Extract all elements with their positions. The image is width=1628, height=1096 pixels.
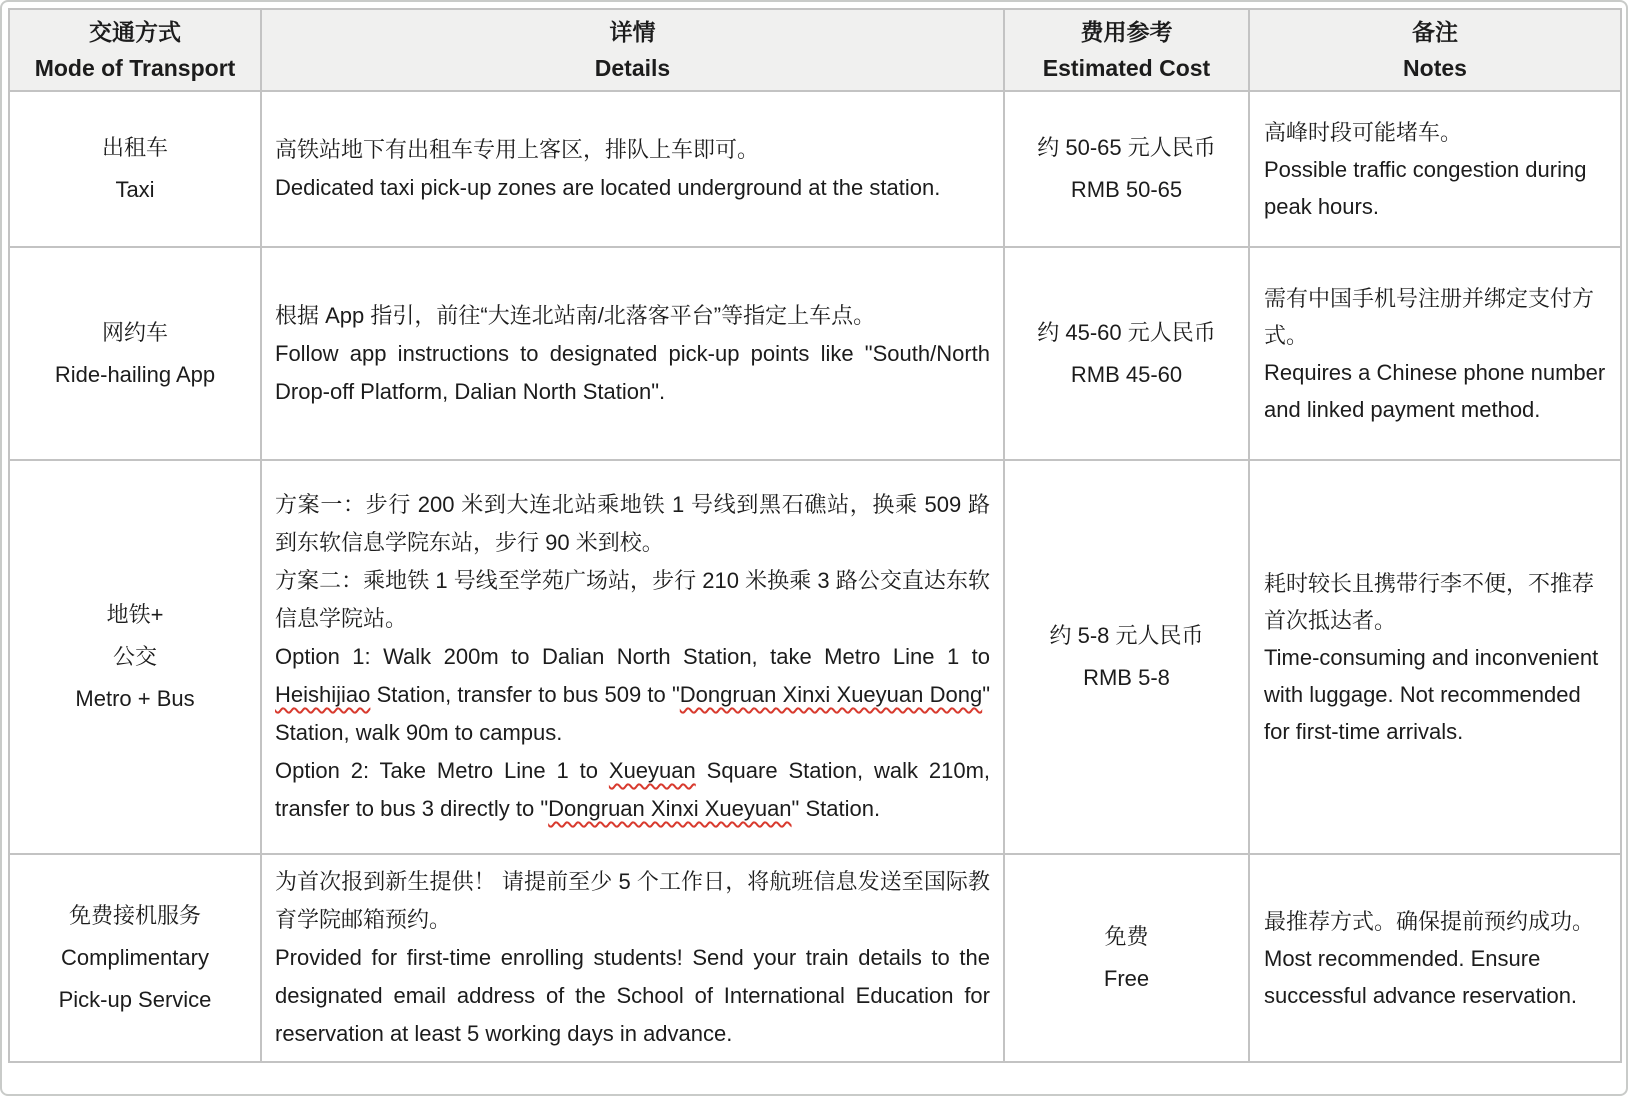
misspelled-text: Dongruan Xinxi Xueyuan xyxy=(548,796,792,821)
mode-line: Ride-hailing App xyxy=(54,361,216,387)
notes-paragraph: Requires a Chinese phone number and linked payment method. xyxy=(1264,359,1606,422)
text-segment: " Station. xyxy=(791,796,881,821)
text-segment: 为首次报到新生提供！ 请提前至少 5 个工作日，将航班信息发送至国际教育学院邮箱预约。 xyxy=(275,869,990,932)
details-paragraph xyxy=(275,486,990,562)
header-cell-cost xyxy=(1004,9,1249,91)
header-notes-en: Notes xyxy=(1403,55,1467,81)
details-paragraph xyxy=(275,562,990,638)
notes-paragraph: 高峰时段可能堵车。 xyxy=(1264,119,1463,145)
misspelled-text: Heishijiao xyxy=(275,682,371,707)
header-mode-zh: 交通方式 xyxy=(89,19,181,45)
header-notes-zh: 备注 xyxy=(1412,19,1458,45)
details-cell xyxy=(261,854,1004,1062)
mode-cell xyxy=(9,460,261,854)
text-segment: Option 2: Take Metro Line 1 to xyxy=(275,758,609,783)
cost-line: RMB 50-65 xyxy=(1070,177,1183,202)
cost-line: RMB 45-60 xyxy=(1070,361,1183,387)
notes-paragraph: 耗时较长且携带行李不便，不推荐首次抵达者。 xyxy=(1264,570,1595,633)
notes-cell xyxy=(1249,460,1621,854)
cost-line: 约 50-65 元人民币 xyxy=(1037,135,1216,160)
header-cost-en: Estimated Cost xyxy=(1042,55,1211,81)
text-segment: 根据 App 指引，前往“大连北站南/北落客平台”等指定上车点。 xyxy=(275,302,876,328)
details-cell xyxy=(261,91,1004,247)
details-cell xyxy=(261,460,1004,854)
header-details-zh: 详情 xyxy=(609,19,656,45)
text-segment: Option 1: Walk 200m to Dalian North Station, take Metro Line 1 to xyxy=(275,644,990,669)
table-row xyxy=(9,854,1621,1062)
text-segment: Station, transfer to bus 509 to " xyxy=(370,682,680,707)
header-details-en: Details xyxy=(594,55,671,81)
header-cell-notes xyxy=(1249,9,1621,91)
notes-paragraph: Most recommended. Ensure successful advance reservation. xyxy=(1264,945,1578,1008)
notes-paragraph: Possible traffic congestion during peak hours. xyxy=(1264,156,1587,219)
notes-cell xyxy=(1249,91,1621,247)
details-paragraph xyxy=(275,939,990,1053)
details-paragraph xyxy=(275,638,990,752)
table-header xyxy=(9,9,1621,91)
header-cost-zh: 费用参考 xyxy=(1080,19,1173,45)
mode-line: Metro + Bus xyxy=(75,686,195,711)
details-cell xyxy=(261,247,1004,460)
transport-table xyxy=(8,8,1622,1063)
text-segment: 方案一：步行 200 米到大连北站乘地铁 1 号线到黑石礁站，换乘 509 路 到东软信息学院东站，步行 90 米到校。 xyxy=(275,492,990,555)
notes-paragraph: Time-consuming and inconvenient with luggage. Not recommended for first-time arrivals. xyxy=(1264,644,1599,744)
details-paragraph xyxy=(275,131,990,169)
text-segment: " Station, walk 90m to campus. xyxy=(275,682,990,745)
table-row xyxy=(9,460,1621,854)
text-segment: 高铁站地下有出租车专用上客区，排队上车即可。 xyxy=(275,137,760,162)
text-segment: Dedicated taxi pick-up zones are located underground at the station. xyxy=(275,175,941,200)
text-segment: 方案二：乘地铁 1 号线至学苑广场站，步行 210 米换乘 3 路公交直达东软信息学院站。 xyxy=(275,568,990,631)
details-paragraph xyxy=(275,169,990,207)
header-cell-details xyxy=(261,9,1004,91)
details-paragraph xyxy=(275,752,990,828)
misspelled-text: Xueyuan xyxy=(608,758,696,783)
mode-line: 免费接机服务 xyxy=(68,903,201,928)
header-row xyxy=(9,9,1621,91)
notes-paragraph: 最推荐方式。确保提前预约成功。 xyxy=(1264,908,1595,934)
text-segment: Follow app instructions to designated pick-up points like "South/North Drop-off Platform, Dalian North Station". xyxy=(275,340,990,404)
mode-line: Complimentary xyxy=(61,945,209,970)
text-segment: Provided for first-time enrolling students! Send your train details to the designated email address of the School of International Education for reservation at least 5 working days in advance. xyxy=(275,945,990,1046)
misspelled-text: Dongruan Xinxi Xueyuan Dong xyxy=(679,682,983,707)
mode-cell xyxy=(9,91,261,247)
cost-line: 约 45-60 元人民币 xyxy=(1037,319,1216,345)
notes-cell xyxy=(1249,854,1621,1062)
table-row xyxy=(9,247,1621,460)
mode-line: 地铁+ xyxy=(106,602,164,627)
table-body xyxy=(9,91,1621,1062)
cost-cell xyxy=(1004,460,1249,854)
mode-cell xyxy=(9,247,261,460)
cost-line: 约 5-8 元人民币 xyxy=(1049,623,1204,648)
header-mode-en: Mode of Transport xyxy=(34,55,236,81)
mode-line: 出租车 xyxy=(101,135,168,160)
cost-line: 免费 xyxy=(1104,924,1149,949)
mode-line: Pick-up Service xyxy=(58,987,212,1012)
notes-paragraph: 需有中国手机号注册并绑定支付方式。 xyxy=(1264,285,1595,348)
header-cell-mode xyxy=(9,9,261,91)
notes-cell xyxy=(1249,247,1621,460)
details-paragraph xyxy=(275,297,990,335)
mode-line: 公交 xyxy=(112,644,157,669)
details-paragraph xyxy=(275,335,990,411)
mode-cell xyxy=(9,854,261,1062)
cost-cell xyxy=(1004,854,1249,1062)
cost-line: Free xyxy=(1103,966,1150,991)
table-row xyxy=(9,91,1621,247)
text-segment: Square Station, walk 210m, transfer to bus 3 directly to " xyxy=(275,758,991,821)
cost-line: RMB 5-8 xyxy=(1083,665,1170,690)
details-paragraph xyxy=(275,863,990,939)
mode-line: 网约车 xyxy=(101,319,168,345)
cost-cell xyxy=(1004,247,1249,460)
mode-line: Taxi xyxy=(115,177,155,202)
cost-cell xyxy=(1004,91,1249,247)
